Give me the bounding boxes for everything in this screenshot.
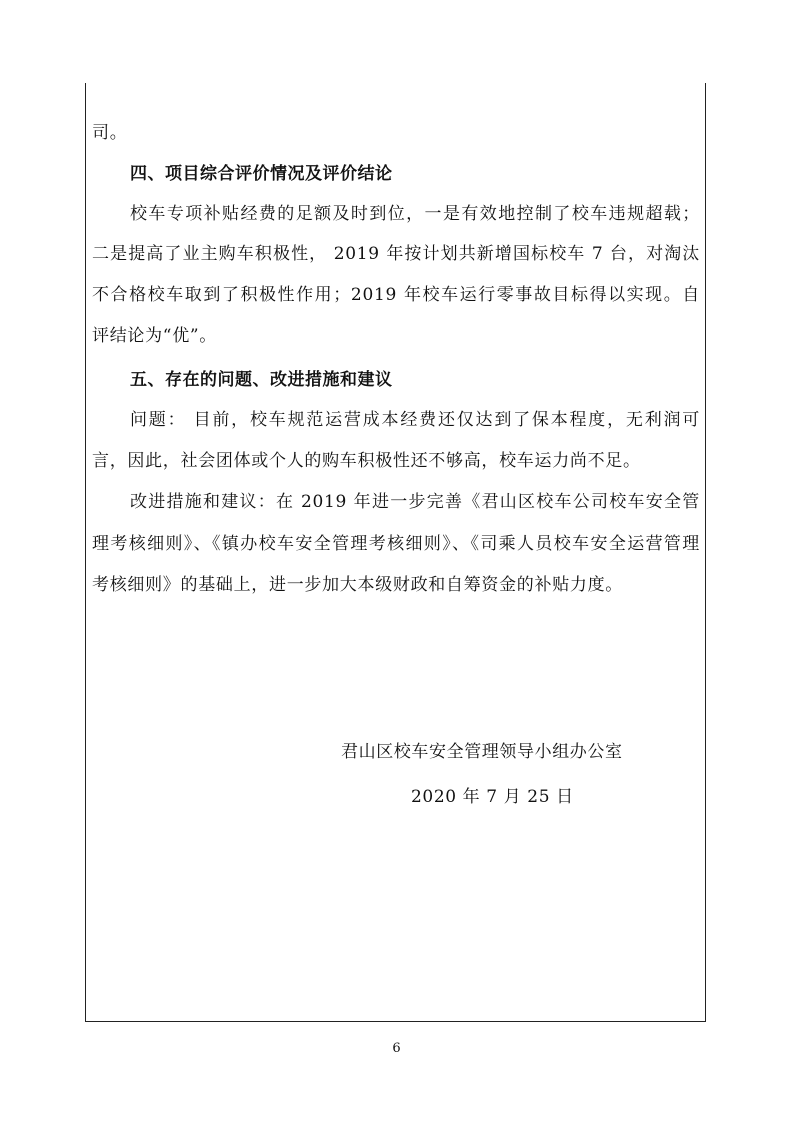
section-4-paragraph-line: 不合格校车取到了积极性作用；2019 年校车运行零事故目标得以实现。自 <box>92 285 700 305</box>
section-4-paragraph-line: 评结论为“优”。 <box>92 326 217 346</box>
suggestion-paragraph-line: 理考核细则》、《镇办校车安全管理考核细则》、《司乘人员校车安全运营管理 <box>92 534 700 554</box>
problem-paragraph-line: 言，因此，社会团体或个人的购车积极性还不够高，校车运力尚不足。 <box>92 451 641 471</box>
suggestion-paragraph-line: 考核细则》的基础上，进一步加大本级财政和自筹资金的补贴力度。 <box>92 575 623 595</box>
page-number: 6 <box>392 1041 401 1056</box>
section-4-paragraph-line: 二是提高了业主购车积极性， 2019 年按计划共新增国标校车 7 台，对淘汰 <box>92 244 700 264</box>
signature-organization: 君山区校车安全管理领导小组办公室 <box>341 742 623 762</box>
section-4-heading: 四、项目综合评价情况及评价结论 <box>130 164 393 184</box>
signature-date: 2020 年 7 月 25 日 <box>411 787 574 807</box>
suggestion-paragraph-line: 改进措施和建议：在 2019 年进一步完善《君山区校车公司校车安全管 <box>130 492 700 512</box>
section-5-heading: 五、存在的问题、改进措施和建议 <box>130 370 393 390</box>
section-4-paragraph-line: 校车专项补贴经费的足额及时到位，一是有效地控制了校车违规超载； <box>130 204 700 224</box>
continuation-text: 司。 <box>92 123 128 143</box>
problem-paragraph-line: 问题： 目前，校车规范运营成本经费还仅达到了保本程度，无利润可 <box>130 410 700 430</box>
